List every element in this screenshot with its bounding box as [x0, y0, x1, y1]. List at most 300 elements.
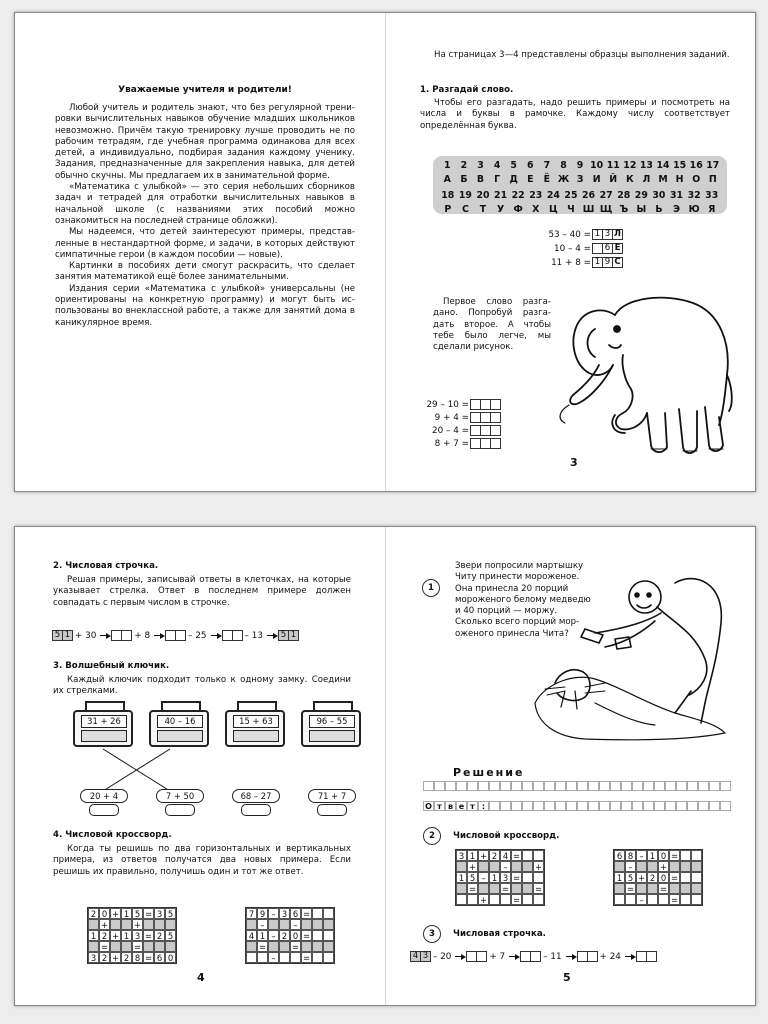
crossword-cell[interactable]: [323, 952, 334, 963]
alphabet-number: 22: [511, 190, 525, 201]
crossword-cell: 2: [489, 850, 500, 861]
crossword-cell: 3: [154, 908, 165, 919]
task1-text: Чтобы его разгадать, надо решить примеры и посмотреть на числа и буквы в рамочке. Каждому числу соответствует определённая буква.: [420, 98, 730, 131]
crossword-cell[interactable]: [323, 930, 334, 941]
crossword-cell[interactable]: [511, 861, 522, 872]
key[interactable]: [225, 789, 285, 815]
solution-cell[interactable]: [511, 781, 522, 791]
solution-cell[interactable]: [676, 781, 687, 791]
task4-text: Когда ты решишь по два горизонтальных и вертикальных примера, из ответов получатся два новых примера. Если решишь их правильно, получишь один и тот же ответ.: [53, 844, 351, 877]
crossword-cell[interactable]: [456, 883, 467, 894]
answer-cell[interactable]: [577, 801, 588, 811]
crossword-cell[interactable]: [680, 883, 691, 894]
answer-label-letter: е: [456, 801, 467, 811]
chain-operation: – 13: [244, 630, 263, 641]
chain-operation: + 24: [599, 951, 621, 962]
solution-cell[interactable]: [456, 781, 467, 791]
crossword-cell[interactable]: [691, 883, 702, 894]
crossword-cell[interactable]: [522, 861, 533, 872]
solution-cell[interactable]: [544, 781, 555, 791]
crossword-cell: =: [302, 909, 311, 919]
answer-cells: [593, 229, 623, 240]
alphabet-number: 31: [669, 190, 684, 201]
crossword-cell[interactable]: [533, 872, 544, 883]
answer-digit[interactable]: 1: [592, 229, 603, 240]
solution-cell[interactable]: [687, 781, 698, 791]
monkey-walrus-illustration: [525, 563, 735, 743]
answer-cells: [593, 257, 623, 268]
crossword-cell: –: [268, 952, 279, 963]
crossword-cell: +: [468, 862, 477, 872]
crossword-cell: =: [670, 851, 679, 861]
alphabet-letter: Р: [444, 204, 452, 215]
alphabet-number: 25: [564, 190, 578, 201]
solution-cell[interactable]: [709, 781, 720, 791]
key-bit: [165, 804, 195, 816]
crossword-cell: =: [626, 884, 635, 894]
crossword-cell[interactable]: [165, 919, 176, 930]
crossword-cell[interactable]: [533, 894, 544, 905]
crossword-cell[interactable]: [691, 894, 702, 905]
intro-paragraph: Мы надеемся, что детей заинтересуют примеры, представленные в нестандартной форме, и задачи, в которых действуют симпатичные герои (в каждом пособии — новые).: [55, 227, 355, 260]
alphabet-letter: Ь: [655, 204, 663, 215]
answer-grid[interactable]: [423, 801, 731, 811]
crossword-cell: 6: [154, 952, 165, 963]
key[interactable]: [73, 789, 133, 815]
solution-cell[interactable]: [621, 781, 632, 791]
crossword-cell[interactable]: [478, 883, 489, 894]
exercise-expression: 29 – 10 =: [426, 399, 469, 410]
crossword-cell[interactable]: [522, 872, 533, 883]
crossword-cell: –: [257, 919, 268, 930]
alphabet-letter: У: [496, 204, 505, 215]
arrow-icon: [509, 953, 519, 961]
solution-cell[interactable]: [610, 781, 621, 791]
crossword-cell[interactable]: [614, 861, 625, 872]
crossword-cell[interactable]: [323, 908, 334, 919]
answer-cell[interactable]: [687, 801, 698, 811]
answer-label-letter: т: [434, 801, 445, 811]
alphabet-number: 18: [441, 190, 455, 201]
alphabet-letter: Н: [675, 174, 684, 185]
crossword-cell[interactable]: [658, 894, 669, 905]
solution-cell[interactable]: [478, 781, 489, 791]
crossword-cell[interactable]: [143, 941, 154, 952]
crossword-cell[interactable]: [636, 861, 647, 872]
crossword-cell[interactable]: [88, 941, 99, 952]
solution-cell[interactable]: [665, 781, 676, 791]
crossword-cell: =: [534, 884, 543, 894]
answer-cell[interactable]: [490, 412, 501, 423]
crossword-cell: 2: [154, 930, 165, 941]
crossword-cell[interactable]: [522, 894, 533, 905]
task3-badge: 3: [423, 925, 441, 943]
crossword-cell[interactable]: [625, 894, 636, 905]
crossword-cell[interactable]: [456, 861, 467, 872]
answer-cell[interactable]: [621, 801, 632, 811]
start-digit: 3: [420, 951, 431, 962]
lock-expression: 31 + 26: [81, 715, 127, 728]
crossword-cell[interactable]: [691, 861, 702, 872]
answer-digit[interactable]: 9: [602, 257, 613, 268]
answer-cell[interactable]: [490, 399, 501, 410]
crossword-cell[interactable]: [614, 894, 625, 905]
page-number-4: 4: [197, 971, 205, 984]
alphabet-number: 24: [546, 190, 560, 201]
alphabet-letter: М: [658, 174, 668, 185]
alphabet-number: 8: [560, 160, 567, 171]
answer-cell[interactable]: [654, 801, 665, 811]
crossword-cell: 2: [647, 872, 658, 883]
exercise-expression: 20 – 4 =: [432, 425, 469, 436]
end-digit: 1: [288, 630, 299, 641]
alphabet-letter: Ё: [543, 174, 551, 185]
alphabet-letter: Й: [609, 174, 618, 185]
crossword-cell: 6: [290, 908, 301, 919]
arrow-icon: [625, 953, 635, 961]
crossword-cell[interactable]: [268, 919, 279, 930]
solution-cell[interactable]: [434, 781, 445, 791]
crossword-cell[interactable]: [88, 919, 99, 930]
answer-cell[interactable]: [665, 801, 676, 811]
crossword-cell: +: [100, 920, 109, 930]
crossword-cell[interactable]: [489, 861, 500, 872]
crossword-cell: 1: [121, 930, 132, 941]
crossword-cell[interactable]: [511, 883, 522, 894]
answer-cell[interactable]: [599, 801, 610, 811]
key-expression: 20 + 4: [80, 789, 128, 803]
solution-cell[interactable]: [632, 781, 643, 791]
answer-cell[interactable]: [566, 801, 577, 811]
crossword-cell[interactable]: [489, 883, 500, 894]
chain-operation: – 20: [433, 951, 452, 962]
crossword-cell: 4: [246, 930, 257, 941]
crossword-cell[interactable]: [257, 952, 268, 963]
crossword-cell[interactable]: [647, 883, 658, 894]
crossword-cell: 7: [246, 908, 257, 919]
solution-cell[interactable]: [599, 781, 610, 791]
crossword-4: [613, 849, 703, 906]
solution-cell[interactable]: [445, 781, 456, 791]
alphabet-letter: А: [443, 174, 451, 185]
crossword-cell: 1: [456, 872, 467, 883]
crossword-cell[interactable]: [614, 883, 625, 894]
page-title: Уважаемые учителя и родители!: [118, 85, 292, 95]
chain-cell[interactable]: [646, 951, 657, 962]
crossword-cell[interactable]: [323, 919, 334, 930]
answer-digit[interactable]: 1: [592, 257, 603, 268]
crossword-cell: =: [468, 884, 477, 894]
crossword-cell: 3: [279, 908, 290, 919]
alphabet-letter: Х: [532, 204, 540, 215]
answer-cell[interactable]: [555, 801, 566, 811]
chain-operation: + 8: [134, 630, 151, 641]
crossword-cell[interactable]: [121, 941, 132, 952]
crossword-cell: =: [258, 942, 267, 952]
crossword-cell[interactable]: [323, 941, 334, 952]
answer-cell[interactable]: [676, 801, 687, 811]
start-digit: 4: [410, 951, 421, 962]
answer-letter[interactable]: Е: [612, 243, 623, 254]
solution-cell[interactable]: [489, 781, 500, 791]
crossword-cell[interactable]: [110, 941, 121, 952]
crossword-cell[interactable]: [691, 850, 702, 861]
crossword-cell[interactable]: [279, 919, 290, 930]
crossword-cell: 5: [165, 908, 176, 919]
crossword-cell[interactable]: [154, 919, 165, 930]
crossword-cell[interactable]: [301, 941, 312, 952]
solution-cell[interactable]: [500, 781, 511, 791]
crossword-cell: –: [636, 894, 647, 905]
example-row: [525, 243, 623, 254]
crossword-cell[interactable]: [647, 861, 658, 872]
solution-cell[interactable]: [533, 781, 544, 791]
crossword-1: [87, 907, 177, 964]
crossword-cell[interactable]: [680, 861, 691, 872]
alphabet-letter: Ш: [582, 204, 595, 215]
crossword-cell: =: [144, 931, 153, 941]
crossword-cell: 0: [290, 930, 301, 941]
crossword-cell[interactable]: [246, 941, 257, 952]
crossword-cell[interactable]: [680, 894, 691, 905]
answer-cell[interactable]: [522, 801, 533, 811]
alphabet-number: 1: [444, 160, 451, 171]
crossword-cell[interactable]: [110, 919, 121, 930]
crossword-cell[interactable]: [154, 941, 165, 952]
crossword-cell: –: [268, 908, 279, 919]
crossword-cell: 3: [500, 872, 511, 883]
crossword-cell: 8: [132, 952, 143, 963]
crossword-cell: +: [659, 862, 668, 872]
crossword-cell: 0: [165, 952, 176, 963]
alphabet-number: 16: [689, 160, 703, 171]
alphabet-letter: И: [592, 174, 601, 185]
answer-cells: [593, 243, 623, 254]
connector-lines: [15, 527, 385, 827]
alphabet-number: 11: [606, 160, 620, 171]
alphabet-letter: З: [576, 174, 584, 185]
answer-cell[interactable]: [610, 801, 621, 811]
crossword-cell[interactable]: [312, 908, 323, 919]
key[interactable]: [149, 789, 209, 815]
alphabet-number: 9: [576, 160, 584, 171]
crossword-cell[interactable]: [246, 952, 257, 963]
example-row: [525, 257, 623, 268]
chain-cell[interactable]: [476, 951, 487, 962]
key-expression: 71 + 7: [308, 789, 356, 803]
chain-cells[interactable]: [521, 951, 541, 962]
answer-cell[interactable]: [490, 425, 501, 436]
task4-title: 4. Числовой кроссворд.: [53, 830, 172, 840]
alphabet-letter: Д: [509, 174, 518, 185]
crossword-cell[interactable]: [636, 883, 647, 894]
crossword-cell: 3: [132, 930, 143, 941]
chain-cells[interactable]: [637, 951, 657, 962]
task2-badge: 2: [423, 827, 441, 845]
alphabet-number: 32: [687, 190, 701, 201]
alphabet-letter: Ф: [513, 204, 523, 215]
answer-cell[interactable]: [588, 801, 599, 811]
alphabet-number: 23: [529, 190, 543, 201]
alphabet-letter: Э: [673, 204, 680, 215]
alphabet-letter: Л: [642, 174, 651, 185]
answer-cells: [471, 399, 501, 410]
crossword-cell[interactable]: [691, 872, 702, 883]
crossword-cell[interactable]: [522, 883, 533, 894]
crossword-cell[interactable]: [489, 894, 500, 905]
crossword-cell[interactable]: [312, 930, 323, 941]
chain-cells[interactable]: [578, 951, 598, 962]
crossword-cell[interactable]: [669, 861, 680, 872]
alphabet-number: 30: [652, 190, 666, 201]
crossword-cell[interactable]: [500, 894, 511, 905]
crossword-cell[interactable]: [143, 919, 154, 930]
crossword-cell[interactable]: [680, 872, 691, 883]
answer-cell[interactable]: [632, 801, 643, 811]
answer-label-letter: :: [478, 801, 489, 811]
answer-letter[interactable]: Л: [613, 229, 622, 239]
crossword-cell: 8: [625, 850, 636, 861]
crossword-cell[interactable]: [680, 850, 691, 861]
crossword-cell: +: [534, 862, 543, 872]
crossword-cell: +: [111, 953, 120, 963]
answer-digit[interactable]: 6: [602, 243, 613, 254]
solution-cell[interactable]: [467, 781, 478, 791]
chain-cells[interactable]: [467, 951, 487, 962]
alphabet-row-2: [439, 189, 721, 217]
crossword-cell: 5: [467, 872, 478, 883]
crossword-cell[interactable]: [279, 952, 290, 963]
solution-cell[interactable]: [577, 781, 588, 791]
arrow-icon: [455, 953, 465, 961]
alphabet-letter: Ч: [567, 204, 575, 215]
alphabet-letter: Т: [479, 204, 487, 215]
crossword-cell[interactable]: [456, 894, 467, 905]
crossword-cell[interactable]: [533, 850, 544, 861]
task3-title: 3. Волшебный ключик.: [53, 661, 170, 671]
solution-cell[interactable]: [522, 781, 533, 791]
alphabet-letter: Ы: [636, 204, 647, 215]
solution-cell[interactable]: [698, 781, 709, 791]
crossword-cell: =: [291, 942, 300, 952]
crossword-cell: 6: [614, 850, 625, 861]
answer-cell[interactable]: [720, 801, 731, 811]
arrow-icon: [566, 953, 576, 961]
chain-cell[interactable]: [530, 951, 541, 962]
answer-cell[interactable]: [544, 801, 555, 811]
exercise-expression: 8 + 7 =: [434, 438, 469, 449]
chain-cell[interactable]: [587, 951, 598, 962]
crossword-cell: 1: [489, 872, 500, 883]
crossword-cell[interactable]: [165, 941, 176, 952]
crossword-cell: –: [625, 861, 636, 872]
crossword-cell: 3: [88, 952, 99, 963]
alphabet-number: 20: [476, 190, 490, 201]
chain-operation: + 7: [489, 951, 506, 962]
answer-cells: [471, 425, 501, 436]
answer-cell[interactable]: [643, 801, 654, 811]
elephant-illustration: [555, 285, 735, 463]
crossword-cell[interactable]: [279, 941, 290, 952]
answer-cell[interactable]: [489, 801, 500, 811]
crossword-cell: =: [501, 884, 510, 894]
solution-cell[interactable]: [423, 781, 434, 791]
answer-cell[interactable]: [500, 801, 511, 811]
crossword-cell[interactable]: [268, 941, 279, 952]
crossword-cell[interactable]: [290, 952, 301, 963]
answer-cell[interactable]: [511, 801, 522, 811]
alphabet-number: 19: [458, 190, 472, 201]
crossword-cell[interactable]: [467, 894, 478, 905]
task3-text: Каждый ключик подходит только к одному замку. Соедини их стрелками.: [53, 675, 351, 697]
alphabet-number: 4: [493, 160, 501, 171]
solution-cell[interactable]: [643, 781, 654, 791]
start-digit: 1: [62, 630, 73, 641]
intro-paragraph: Картинки в пособиях дети смогут раскрасить, что сделает занятия математикой ещё более занимательными.: [55, 261, 355, 283]
answer-digit[interactable]: 3: [602, 229, 613, 240]
crossword-cell: 2: [99, 952, 110, 963]
crossword-cell: 2: [121, 952, 132, 963]
crossword-cell[interactable]: [478, 861, 489, 872]
crossword-cell: =: [100, 942, 109, 952]
solution-cell[interactable]: [720, 781, 731, 791]
crossword-cell[interactable]: [522, 850, 533, 861]
alphabet-number: 5: [510, 160, 517, 171]
problem-text: Звери попросили мартышку Читу принести мороженое. Она принесла 20 порций мороженого белому медведю и 40 порций — моржу. Сколько всего порций мороженого принесла Чита?: [455, 561, 591, 639]
alphabet-number: 12: [623, 160, 637, 171]
answer-cell[interactable]: [490, 438, 501, 449]
alphabet-letter: Ю: [688, 204, 700, 215]
crossword-cell[interactable]: [312, 941, 323, 952]
intro-text: [55, 103, 355, 329]
alphabet-letter: Щ: [599, 204, 613, 215]
key-expression: 7 + 50: [156, 789, 204, 803]
crossword-cell[interactable]: [669, 883, 680, 894]
crossword-cell[interactable]: [647, 894, 658, 905]
crossword-cell: 5: [132, 908, 143, 919]
alphabet-number: 17: [706, 160, 720, 171]
solution-cell[interactable]: [588, 781, 599, 791]
crossword-2: [245, 907, 335, 964]
solution-grid[interactable]: [423, 781, 731, 791]
crossword-cell[interactable]: [301, 919, 312, 930]
solution-cell[interactable]: [654, 781, 665, 791]
solution-cell[interactable]: [566, 781, 577, 791]
crossword-cell[interactable]: [312, 952, 323, 963]
task3-title-p5: Числовая строчка.: [453, 929, 546, 939]
chain-operation: – 25: [188, 630, 207, 641]
answer-cell[interactable]: [533, 801, 544, 811]
answer-letter[interactable]: С: [612, 257, 623, 268]
crossword-cell: –: [478, 872, 489, 883]
key[interactable]: [301, 789, 361, 815]
solution-cell[interactable]: [555, 781, 566, 791]
answer-cell[interactable]: [709, 801, 720, 811]
crossword-cell[interactable]: [246, 919, 257, 930]
crossword-cell[interactable]: [121, 919, 132, 930]
exercise-row: [415, 425, 501, 436]
crossword-cell: +: [133, 920, 142, 930]
crossword-cell: =: [659, 884, 668, 894]
crossword-cell[interactable]: [312, 919, 323, 930]
alphabet-letter: Е: [527, 174, 534, 185]
solution-title: Решение: [453, 766, 525, 779]
answer-cell[interactable]: [698, 801, 709, 811]
alphabet-letter: Я: [708, 204, 716, 215]
alphabet-number: 27: [599, 190, 613, 201]
key-bit: [317, 804, 347, 816]
alphabet-number: 10: [590, 160, 604, 171]
